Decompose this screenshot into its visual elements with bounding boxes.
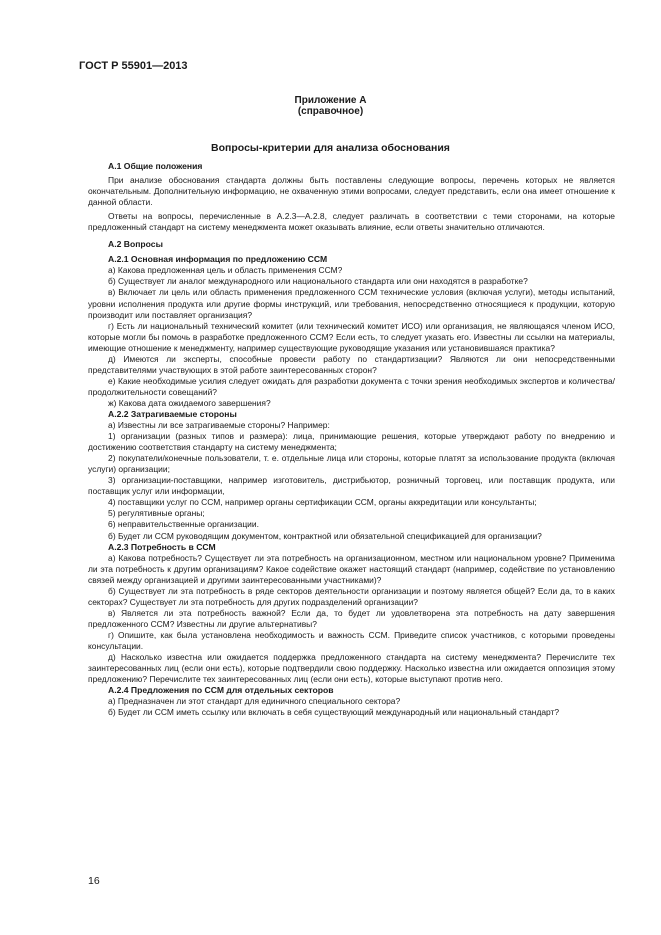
list-item: ж) Какова дата ожидаемого завершения? [108,397,271,408]
subsection-heading-a23: А.2.3 Потребность в ССМ [108,541,216,552]
annex-title: Приложение А [294,95,367,106]
list-item: д) Насколько известна или ожидается поддержка предложенного стандарта на систему менеджмента? Перечислите тех заинтересованных лиц (если они есть), которые подтвердили свою поддержку. Насколько известна или ожидается оппозиция этому предложению? Перечислите тех заинтересованных лиц (если они есть), которые выступают против него. [88,652,615,685]
subsection-heading-a21: А.2.1 Основная информация по предложению ССМ [108,254,328,265]
page-number: 16 [88,875,100,887]
list-item: а) Известны ли все затрагиваемые стороны? Например: [108,420,330,431]
list-item: а) Предназначен ли этот стандарт для единичного специального сектора? [108,696,401,707]
annex-type: (справочное) [297,106,364,117]
paragraph: При анализе обоснования стандарта должны быть поставлены следующие вопросы, перечень которых не является окончательным. Дополнительную информацию, не охваченную этими вопросами, следует представить, если она имеет отношение к данной области. [88,175,615,208]
annex-block [0,95,661,117]
list-item: 6) неправительственные организации. [108,519,259,530]
list-item: 3) организации-поставщики, например изготовитель, дистрибьютор, розничный торговец, или поставщик продукта, или поставщик услуг или информации, [88,475,615,497]
section-heading-a1: А.1 Общие положения [108,161,203,171]
list-item: а) Какова потребность? Существует ли эта потребность на организационном, местном или национальном уровне? Применима ли эта потребность к другим организациям? Какое содействие окажет настоящий стандарт (например, содействие по установлению связей между организацией и другими заинтересованными участниками)? [88,552,615,585]
paragraph: Ответы на вопросы, перечисленные в А.2.3—А.2.8, следует различать в соответствии с теми сторонами, на которые предложенный стандарт на систему менеджмента может оказывать влияние, если ответы значительно отличаются. [88,211,615,233]
list-item: в) Включает ли цель или область применения предложенного ССМ технические условия (включая услуги), методы испытаний, уровни исполнения продукта или другие формы инструкций, или требования, непосредственно относящиеся к продукции, которую производит или поставляет организация? [88,287,615,320]
list-item: 4) поставщики услуг по ССМ, например органы сертификации ССМ, органы аккредитации или консультанты; [108,497,537,508]
list-item: г) Есть ли национальный технический комитет (или технический комитет ИСО) или организация, не являющаяся членом ИСО, которые могли бы помочь в разработке предложенного ССМ? Если есть, то следует указать его. Известны ли ссылки на материалы, имеющие отношение к менеджменту, например существующие руководящие указания или установившаяся практика? [88,320,615,353]
list-item: д) Имеются ли эксперты, способные провести работу по стандартизации? Являются ли они непосредственными представителями участвующих в этой работе заинтересованных сторон? [88,353,615,375]
document-title: Вопросы-критерии для анализа обоснования [211,142,450,154]
list-item: г) Опишите, как была установлена необходимость и важность ССМ. Приведите список участников, с которыми проведены консультации. [88,629,615,651]
list-item: 1) организации (разных типов и размера): лица, принимающие решения, которые утверждают работу по внедрению и достижению соответствия стандарту на систему менеджмента; [88,431,615,453]
subsection-heading-a22: А.2.2 Затрагиваемые стороны [108,408,237,419]
list-item: е) Какие необходимые усилия следует ожидать для разработки документа с точки зрения необходимых экспертов и количества/продолжительности совещаний? [88,375,615,397]
list-item: а) Какова предложенная цель и область применения ССМ? [108,265,343,276]
list-item: б) Будет ли ССМ иметь ссылку или включать в себя существующий международный или национальный стандарт? [108,707,560,718]
list-item: б) Будет ли ССМ руководящим документом, контрактной или обязательной спецификацией для организации? [108,530,542,541]
section-heading-a2: А.2 Вопросы [108,239,163,250]
list-item: б) Существует ли аналог международного или национального стандарта или они находятся в разработке? [108,276,528,287]
document-body [88,161,615,718]
document-header-standard: ГОСТ Р 55901—2013 [79,60,188,72]
subsection-heading-a24: А.2.4 Предложения по ССМ для отдельных секторов [108,685,334,696]
list-item: в) Является ли эта потребность важной? Если да, то будет ли удовлетворена эта потребность на дату завершения предложенного ССМ? Известны ли другие альтернативы? [88,607,615,629]
list-item: 5) регулятивные органы; [108,508,205,519]
list-item: 2) покупатели/конечные пользователи, т. е. отдельные лица или стороны, которые платят за использование продукта (включая услуги) организации; [88,453,615,475]
list-item: б) Существует ли эта потребность в ряде секторов деятельности организации и поэтому является общей? Если да, то в каких секторах? Существует ли эта потребность для других подразделений организации? [88,585,615,607]
